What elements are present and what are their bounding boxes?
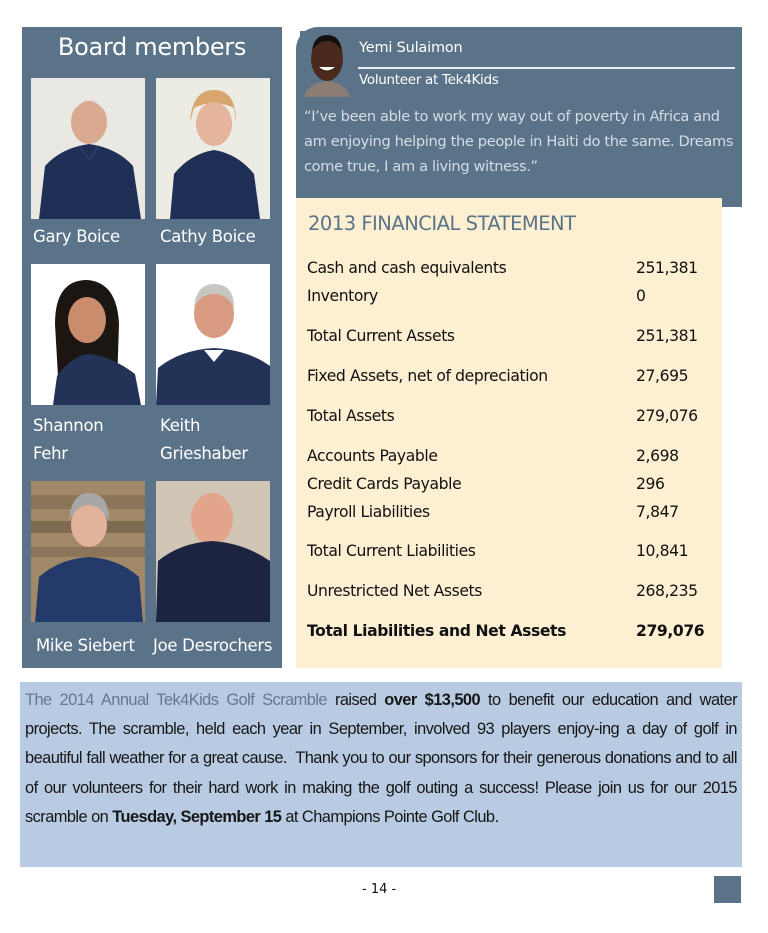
financial-row-value: 27,695 [636,367,689,385]
photo-shannon-fehr [31,264,145,405]
financial-row-label: Unrestricted Net Assets [307,582,482,600]
testimonial-divider [358,67,735,69]
board-members-panel [22,27,282,668]
financial-row-label: Credit Cards Payable [307,475,462,493]
golf-scramble-paragraph [25,686,737,832]
golf-text: to benefit our education and water projects. The scramble, held each year in September, involved 93 players enjoy-ing a day of golf in beautiful fall weather for a great cause. Thank you to our sponsors for their generous donations and to all of our volunteers for their hard work in making the golf outing a success! Please join us for our 2015 scramble on [25,691,737,826]
testimonial-name: Yemi Sulaimon [359,40,463,56]
financial-row-total [307,622,707,646]
page-number: - 14 - [362,882,397,897]
photo-keith-grieshaber [156,264,270,405]
photo-joe-desrochers [156,481,270,622]
financial-row [307,327,707,351]
testimonial-role: Volunteer at Tek4Kids [359,72,499,88]
financial-statement-title: 2013 FINANCIAL STATEMENT [308,212,576,235]
financial-row-value: 251,381 [636,327,698,345]
photo-cathy-boice [156,78,270,219]
member-name: Joe Desrochers [153,636,273,655]
member-name: Keith [160,416,201,435]
financial-row-label: Accounts Payable [307,447,438,465]
golf-event-name: The 2014 Annual Tek4Kids Golf Scramble [25,691,327,709]
member-name: Grieshaber [160,444,248,463]
financial-row-value: 279,076 [636,622,705,640]
financial-row-value: 296 [636,475,665,493]
financial-row [307,367,707,391]
photo-gary-boice [31,78,145,219]
testimonial-avatar [300,31,354,97]
financial-row-label: Cash and cash equivalents [307,259,507,277]
financial-row [307,287,707,311]
golf-scramble-section [20,682,742,867]
member-name: Cathy Boice [160,227,256,246]
member-name: Fehr [33,444,68,463]
member-name: Mike Siebert [36,636,135,655]
golf-text: raised [327,691,385,709]
golf-amount: over $13,500 [384,691,481,709]
financial-statement-panel [296,198,722,668]
board-members-title: Board members [57,33,247,61]
financial-row-label: Payroll Liabilities [307,503,430,521]
financial-row-label: Total Current Assets [307,327,455,345]
corner-decoration [714,876,741,903]
financial-row-value: 7,847 [636,503,679,521]
golf-text: at Champions Pointe Golf Club. [281,807,499,826]
member-name: Shannon [33,416,104,435]
financial-row-value: 251,381 [636,259,698,277]
member-name: Gary Boice [33,227,120,246]
testimonial-quote: “I’ve been able to work my way out of poverty in Africa and am enjoying helping the people in Haiti do the same. Dreams come true, I am a living witness.” [304,108,734,175]
financial-row-label: Fixed Assets, net of depreciation [307,367,548,385]
financial-row-label: Inventory [307,287,378,305]
financial-row [307,503,707,527]
financial-row [307,542,707,566]
golf-date: Tuesday, September 15 [112,807,282,826]
photo-mike-siebert [31,481,145,622]
financial-row [307,582,707,606]
financial-row-label: Total Liabilities and Net Assets [307,622,566,640]
financial-row-value: 2,698 [636,447,679,465]
financial-row-label: Total Current Liabilities [307,542,476,560]
financial-row [307,475,707,499]
financial-row-label: Total Assets [307,407,395,425]
financial-row [307,259,707,283]
financial-row-value: 268,235 [636,582,698,600]
financial-row [307,447,707,471]
financial-row-value: 0 [636,287,646,305]
financial-row-value: 279,076 [636,407,698,425]
financial-row-value: 10,841 [636,542,689,560]
financial-row [307,407,707,431]
